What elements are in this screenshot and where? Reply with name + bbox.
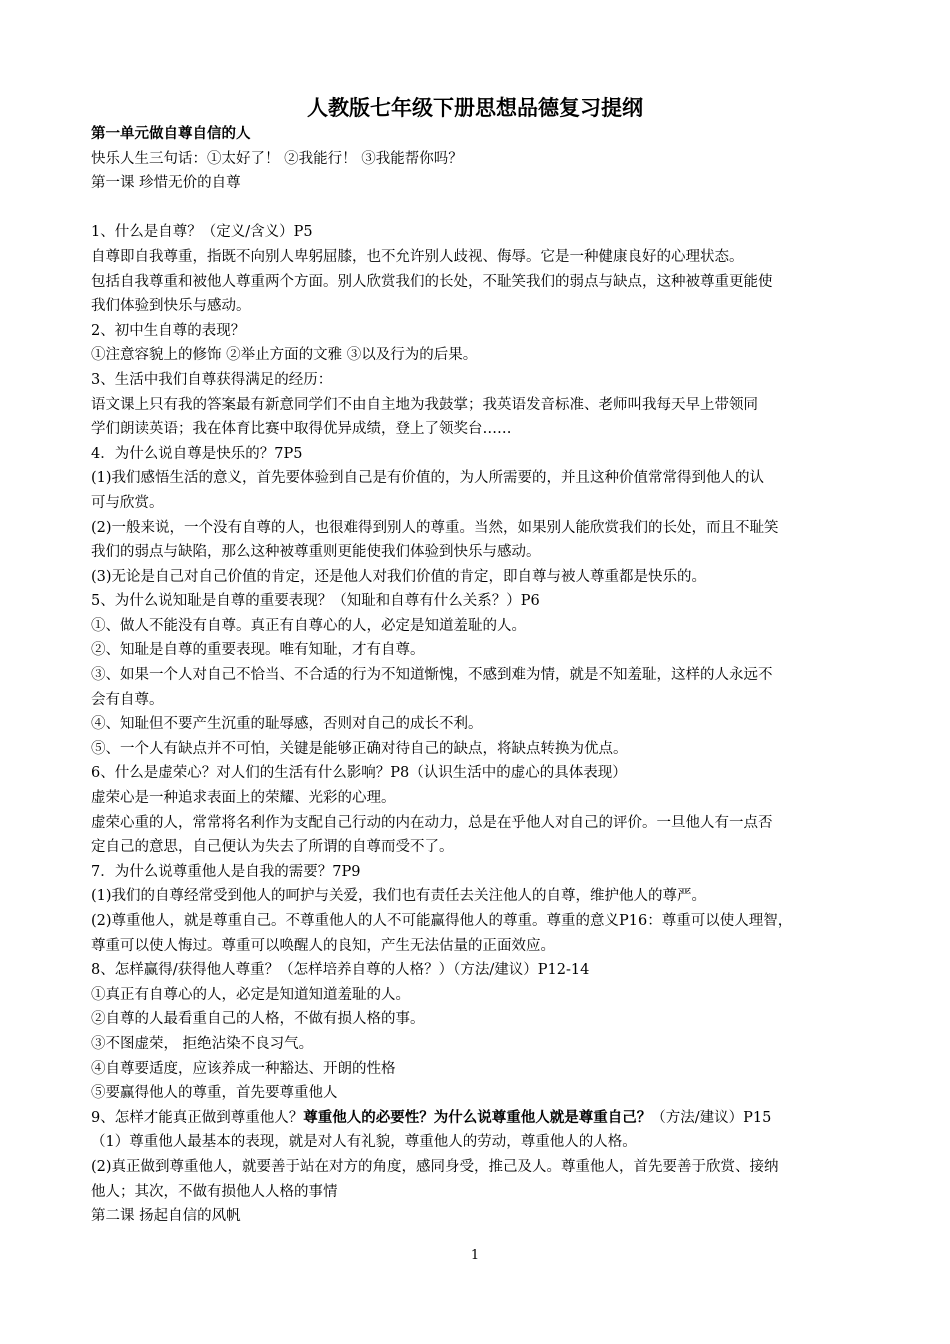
text-line: [91, 516, 866, 541]
text-segment: 5、为什么说知耻是自尊的重要表现？（知耻和自尊有什么关系？）P6: [91, 593, 540, 610]
text-line: [91, 688, 866, 713]
text-line: [91, 565, 866, 590]
text-segment: 9、怎样才能真正做到尊重他人？: [91, 1109, 304, 1126]
page-number: 1: [470, 1248, 480, 1263]
text-line: [91, 540, 866, 565]
text-segment: ①真正有自尊心的人，必定是知道知道羞耻的人。: [91, 986, 410, 1003]
text-segment: 尊重可以使人悔过。尊重可以唤醒人的良知，产生无法估量的正面效应。: [91, 937, 555, 954]
text-line: [91, 958, 866, 983]
text-segment: 1、什么是自尊？（定义/含义）P5: [91, 224, 313, 241]
text-segment: 虚荣心重的人，常常将名利作为支配自己行动的内在动力，总是在乎他人对自己的评价。一旦他人有一点否: [91, 814, 773, 831]
text-segment: ④自尊要适度，应该养成一种豁达、开朗的性格: [91, 1060, 396, 1077]
text-line: [91, 466, 866, 491]
text-segment: 快乐人生三句话：①太好了！ ②我能行！ ③我能帮你吗？: [91, 150, 463, 167]
text-segment: ③、如果一个人对自己不恰当、不合适的行为不知道惭愧，不感到难为情，就是不知羞耻，这样的人永远不: [91, 667, 773, 684]
text-segment: ④、知耻但不要产生沉重的耻辱感，否则对自己的成长不利。: [91, 716, 483, 733]
text-line: [91, 614, 866, 639]
text-segment: (3)无论是自己对自己价值的肯定，还是他人对我们价值的肯定，即自尊与被人尊重都是快乐的。: [91, 568, 707, 585]
text-line: [91, 934, 866, 959]
text-segment: ①注意容貌上的修饰 ②举止方面的文雅 ③以及行为的后果。: [91, 347, 478, 364]
text-line: [91, 737, 866, 762]
text-line: [91, 835, 866, 860]
text-line: [91, 417, 866, 442]
text-segment: (1)我们的自尊经常受到他人的呵护与关爱，我们也有责任去关注他人的自尊，维护他人的尊严。: [91, 888, 707, 905]
text-line: [91, 171, 866, 196]
text-segment: 第一课 珍惜无价的自尊: [91, 175, 241, 192]
text-segment: 3、生活中我们自尊获得满足的经历：: [91, 371, 333, 388]
text-segment: 定自己的意思，自己便认为失去了所谓的自尊而受不了。: [91, 839, 454, 856]
text-line: [91, 1130, 866, 1155]
text-line: [91, 1106, 866, 1131]
text-segment: 会有自尊。: [91, 691, 164, 708]
text-segment: 第二课 扬起自信的风帆: [91, 1208, 241, 1225]
text-segment: (2)真正做到尊重他人，就要善于站在对方的角度，感同身受，推己及人。尊重他人，首先要善于欣赏、接纳: [91, 1158, 779, 1175]
bold-text-segment: 第一单元做自尊自信的人: [91, 125, 251, 142]
text-segment: (1)我们感悟生活的意义，首先要体验到自己是有价值的，为人所需要的，并且这种价值常常得到他人的认: [91, 470, 765, 487]
text-segment: 4．为什么说自尊是快乐的？7P5: [91, 445, 303, 462]
text-line: [91, 1081, 866, 1106]
text-segment: （方法/建议）P15: [651, 1109, 772, 1126]
text-segment: 我们的弱点与缺陷，那么这种被尊重则更能使我们体验到快乐与感动。: [91, 544, 541, 561]
text-line: [91, 983, 866, 1008]
text-line: [91, 1032, 866, 1057]
text-line: [91, 319, 866, 344]
text-segment: 7．为什么说尊重他人是自我的需要？7P9: [91, 863, 361, 880]
text-segment: (2)尊重他人，就是尊重自己。不尊重他人的人不可能赢得他人的尊重。尊重的意义P16：尊重可以使人理智，: [91, 913, 793, 929]
text-segment: (2)一般来说，一个没有自尊的人，也很难得到别人的尊重。当然，如果别人能欣赏我们的长处，而且不耻笑: [91, 519, 779, 536]
text-line: [91, 1007, 866, 1032]
document-body: [91, 122, 866, 1229]
bold-text-segment: 尊重他人的必要性？为什么说尊重他人就是尊重自己？: [303, 1108, 652, 1126]
text-line: [91, 1180, 866, 1205]
text-segment: 6、什么是虚荣心？对人们的生活有什么影响？P8（认识生活中的虚心的具体表现）: [91, 765, 627, 782]
text-line: [91, 638, 866, 663]
text-line: [91, 122, 866, 147]
text-line: [91, 442, 866, 467]
text-line: [91, 343, 866, 368]
text-segment: 学们朗读英语；我在体育比赛中取得优异成绩，登上了领奖台……: [91, 421, 512, 438]
text-segment: ②自尊的人最看重自己的人格，不做有损人格的事。: [91, 1011, 425, 1028]
text-segment: 我们体验到快乐与感动。: [91, 298, 251, 315]
text-segment: 可与欣赏。: [91, 494, 164, 511]
text-segment: 虚荣心是一种追求表面上的荣耀、光彩的心理。: [91, 790, 396, 807]
text-line: [91, 245, 866, 270]
text-line: [91, 811, 866, 836]
text-segment: ③不图虚荣， 拒绝沾染不良习气。: [91, 1035, 314, 1052]
text-segment: 自尊即自我尊重，指既不向别人卑躬屈膝，也不允许别人歧视、侮辱。它是一种健康良好的心理状态。: [91, 248, 744, 265]
text-line: [91, 786, 866, 811]
text-line: [91, 368, 866, 393]
text-segment: 包括自我尊重和被他人尊重两个方面。别人欣赏我们的长处，不耻笑我们的弱点与缺点，这种被尊重更能使: [91, 273, 773, 290]
text-line: [91, 270, 866, 295]
text-line: [91, 1204, 866, 1229]
text-segment: 语文课上只有我的答案最有新意同学们不由自主地为我鼓掌；我英语发音标准、老师叫我每天早上带领同: [91, 396, 758, 413]
text-line: [91, 147, 866, 172]
text-line: [91, 491, 866, 516]
text-line: [91, 761, 866, 786]
text-line: [91, 909, 866, 934]
text-segment: 8、怎样赢得/获得他人尊重？（怎样培养自尊的人格？）（方法/建议）P12-14: [91, 962, 590, 979]
text-segment: ①、做人不能没有自尊。真正有自尊心的人，必定是知道羞耻的人。: [91, 617, 526, 634]
text-line: [91, 1057, 866, 1082]
blank-line: [91, 196, 866, 221]
text-line: [91, 712, 866, 737]
text-line: [91, 860, 866, 885]
text-segment: 2、初中生自尊的表现？: [91, 322, 246, 339]
text-line: [91, 1155, 866, 1180]
document-title: 人教版七年级下册思想品德复习提纲: [307, 95, 643, 120]
text-line: [91, 220, 866, 245]
text-segment: ②、知耻是自尊的重要表现。唯有知耻，才有自尊。: [91, 642, 425, 659]
text-line: [91, 393, 866, 418]
text-line: [91, 663, 866, 688]
text-segment: （1）尊重他人最基本的表现，就是对人有礼貌，尊重他人的劳动，尊重他人的人格。: [91, 1134, 637, 1151]
text-line: [91, 884, 866, 909]
text-segment: ⑤、一个人有缺点并不可怕，关键是能够正确对待自己的缺点，将缺点转换为优点。: [91, 740, 628, 757]
text-segment: 他人；其次，不做有损他人人格的事情: [91, 1183, 338, 1200]
text-line: [91, 589, 866, 614]
text-line: [91, 294, 866, 319]
text-segment: ⑤要赢得他人的尊重，首先要尊重他人: [91, 1085, 338, 1102]
